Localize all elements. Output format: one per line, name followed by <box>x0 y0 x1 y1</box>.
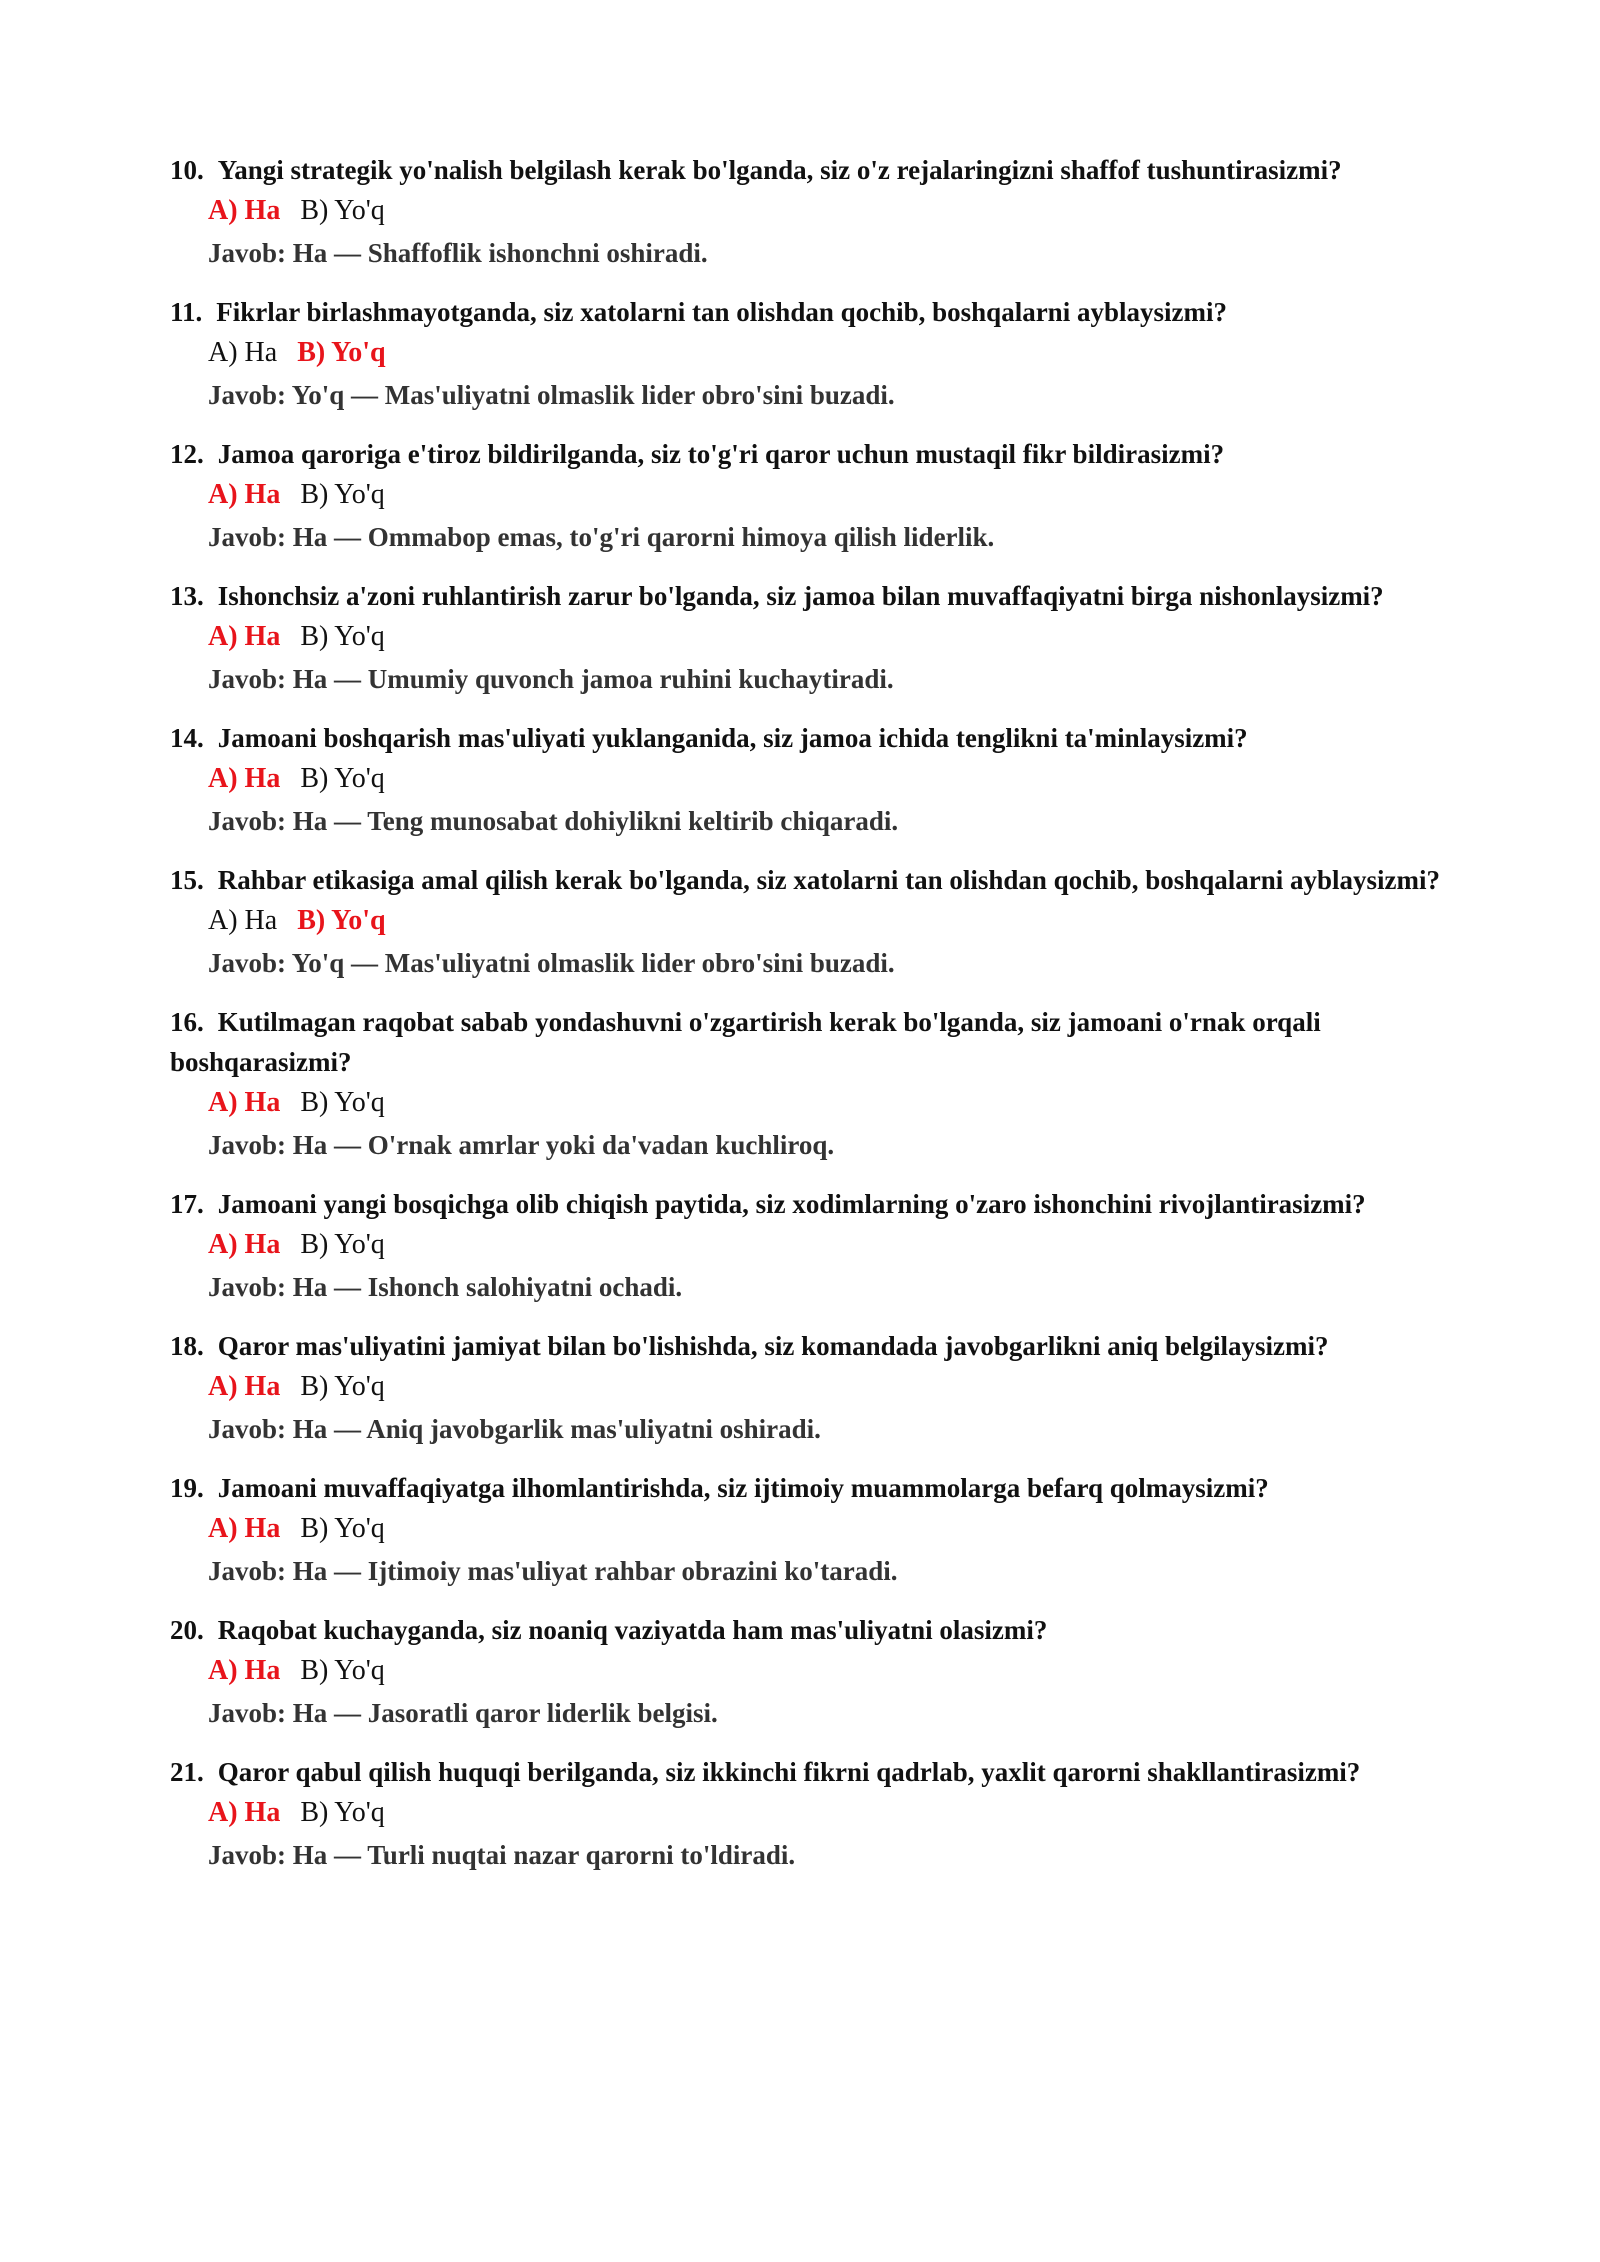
options-row <box>170 1650 1470 1692</box>
question-label: Raqobat kuchayganda, siz noaniq vaziyatda ham mas'uliyatni olasizmi? <box>217 1615 1048 1645</box>
answer-text: Javob: Yo'q — Mas'uliyatni olmaslik lider obro'sini buzadi. <box>208 380 895 410</box>
options-row <box>170 758 1470 800</box>
question-text <box>170 1752 1470 1792</box>
question-number: 17. <box>170 1189 204 1219</box>
answer-text: Javob: Ha — Umumiy quvonch jamoa ruhini kuchaytiradi. <box>208 664 894 694</box>
question-item <box>170 1002 1470 1166</box>
options-row <box>170 1366 1470 1408</box>
options-row <box>170 190 1470 232</box>
options-row <box>170 900 1470 942</box>
question-text <box>170 1610 1470 1650</box>
option-b: B) Yo'q <box>300 1655 385 1686</box>
question-item <box>170 434 1470 558</box>
question-number: 10. <box>170 155 204 185</box>
options-row <box>170 616 1470 658</box>
question-item <box>170 1184 1470 1308</box>
answer-text: Javob: Ha — Turli nuqtai nazar qarorni to'ldiradi. <box>208 1840 796 1870</box>
answer-text: Javob: Ha — O'rnak amrlar yoki da'vadan kuchliroq. <box>208 1130 835 1160</box>
question-text <box>170 860 1470 900</box>
question-item <box>170 1610 1470 1734</box>
question-list <box>170 150 1470 1894</box>
question-item <box>170 1326 1470 1450</box>
option-a: A) Ha <box>208 1087 281 1118</box>
answer-text: Javob: Yo'q — Mas'uliyatni olmaslik lider obro'sini buzadi. <box>208 948 895 978</box>
answer-text: Javob: Ha — Jasoratli qaror liderlik belgisi. <box>208 1698 718 1728</box>
question-number: 11. <box>170 297 203 327</box>
question-text <box>170 1326 1470 1366</box>
option-b: B) Yo'q <box>300 195 385 226</box>
option-b: B) Yo'q <box>300 1797 385 1828</box>
question-item <box>170 1468 1470 1592</box>
question-number: 13. <box>170 581 204 611</box>
question-text <box>170 1002 1470 1082</box>
option-b: B) Yo'q <box>297 337 386 368</box>
answer-text: Javob: Ha — Aniq javobgarlik mas'uliyatni oshiradi. <box>208 1414 821 1444</box>
question-text <box>170 292 1470 332</box>
option-a: A) Ha <box>208 621 281 652</box>
option-a: A) Ha <box>208 1513 281 1544</box>
question-number: 19. <box>170 1473 204 1503</box>
option-a: A) Ha <box>208 763 281 794</box>
question-number: 14. <box>170 723 204 753</box>
question-item <box>170 718 1470 842</box>
question-text <box>170 150 1470 190</box>
question-number: 16. <box>170 1007 204 1037</box>
question-label: Yangi strategik yo'nalish belgilash kerak bo'lganda, siz o'z rejalaringizni shaffof tushuntirasizmi? <box>217 155 1342 185</box>
question-label: Qaror qabul qilish huquqi berilganda, siz ikkinchi fikrni qadrlab, yaxlit qarorni shakllantirasizmi? <box>217 1757 1361 1787</box>
option-a: A) Ha <box>208 1655 281 1686</box>
option-b: B) Yo'q <box>300 479 385 510</box>
question-label: Qaror mas'uliyatini jamiyat bilan bo'lishishda, siz komandada javobgarlikni aniq belgilaysizmi? <box>217 1331 1329 1361</box>
question-number: 18. <box>170 1331 204 1361</box>
question-label: Jamoa qaroriga e'tiroz bildirilganda, siz to'g'ri qaror uchun mustaqil fikr bildirasizmi? <box>217 439 1225 469</box>
options-row <box>170 332 1470 374</box>
question-text <box>170 1468 1470 1508</box>
question-item <box>170 292 1470 416</box>
option-a: A) Ha <box>208 195 281 226</box>
options-row <box>170 474 1470 516</box>
options-row <box>170 1792 1470 1834</box>
question-label: Fikrlar birlashmayotganda, siz xatolarni tan olishdan qochib, boshqalarni ayblaysizmi? <box>216 297 1227 327</box>
answer-text: Javob: Ha — Ijtimoiy mas'uliyat rahbar obrazini ko'taradi. <box>208 1556 898 1586</box>
option-b: B) Yo'q <box>300 621 385 652</box>
answer-text: Javob: Ha — Shaffoflik ishonchni oshiradi. <box>208 238 708 268</box>
question-text <box>170 576 1470 616</box>
option-a: A) Ha <box>208 1797 281 1828</box>
question-label: Kutilmagan raqobat sabab yondashuvni o'zgartirish kerak bo'lganda, siz jamoani o'rnak orqali boshqarasizmi? <box>170 1007 1321 1077</box>
question-item <box>170 150 1470 274</box>
question-item <box>170 576 1470 700</box>
option-a: A) Ha <box>208 1229 281 1260</box>
question-label: Jamoani boshqarish mas'uliyati yuklanganida, siz jamoa ichida tenglikni ta'minlaysizmi? <box>217 723 1248 753</box>
option-b: B) Yo'q <box>300 1513 385 1544</box>
answer-text: Javob: Ha — Teng munosabat dohiylikni keltirib chiqaradi. <box>208 806 899 836</box>
option-a: A) Ha <box>208 905 278 936</box>
options-row <box>170 1082 1470 1124</box>
option-b: B) Yo'q <box>300 1371 385 1402</box>
answer-text: Javob: Ha — Ishonch salohiyatni ochadi. <box>208 1272 683 1302</box>
question-label: Jamoani muvaffaqiyatga ilhomlantirishda, siz ijtimoiy muammolarga befarq qolmaysizmi? <box>217 1473 1269 1503</box>
question-label: Ishonchsiz a'zoni ruhlantirish zarur bo'lganda, siz jamoa bilan muvaffaqiyatni birga nishonlaysizmi? <box>217 581 1384 611</box>
option-b: B) Yo'q <box>300 763 385 794</box>
options-row <box>170 1508 1470 1550</box>
option-a: A) Ha <box>208 479 281 510</box>
question-item <box>170 1752 1470 1876</box>
option-b: B) Yo'q <box>297 905 386 936</box>
question-text <box>170 434 1470 474</box>
option-b: B) Yo'q <box>300 1087 385 1118</box>
option-b: B) Yo'q <box>300 1229 385 1260</box>
question-text <box>170 718 1470 758</box>
question-text <box>170 1184 1470 1224</box>
question-label: Jamoani yangi bosqichga olib chiqish paytida, siz xodimlarning o'zaro ishonchini rivojlantirasizmi? <box>217 1189 1366 1219</box>
question-number: 12. <box>170 439 204 469</box>
question-number: 21. <box>170 1757 204 1787</box>
question-number: 15. <box>170 865 204 895</box>
question-label: Rahbar etikasiga amal qilish kerak bo'lganda, siz xatolarni tan olishdan qochib, boshqalarni ayblaysizmi? <box>217 865 1441 895</box>
question-number: 20. <box>170 1615 204 1645</box>
options-row <box>170 1224 1470 1266</box>
option-a: A) Ha <box>208 337 278 368</box>
answer-text: Javob: Ha — Ommabop emas, to'g'ri qarorni himoya qilish liderlik. <box>208 522 995 552</box>
option-a: A) Ha <box>208 1371 281 1402</box>
question-item <box>170 860 1470 984</box>
